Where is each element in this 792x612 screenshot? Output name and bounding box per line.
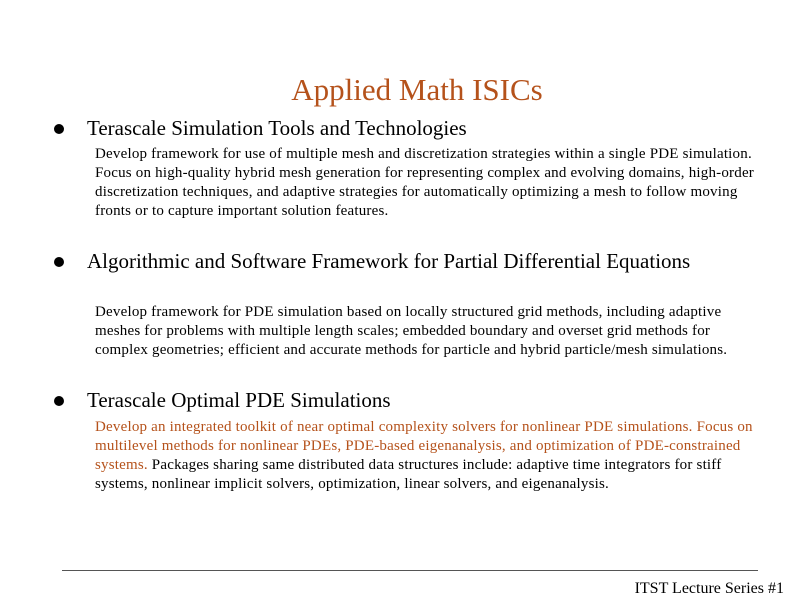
bullet-dot-icon [54, 257, 64, 267]
bullet-heading-3: Terascale Optimal PDE Simulations [87, 388, 391, 412]
slide-title: Applied Math ISICs [291, 72, 543, 107]
bullet-heading-2: Algorithmic and Software Framework for Partial Differential Equations [87, 249, 691, 273]
footer-divider [62, 570, 758, 571]
bullet-heading-1: Terascale Simulation Tools and Technologies [87, 116, 467, 140]
bullet-description-3 [95, 418, 755, 494]
bullet-description-1: Develop framework for use of multiple mesh and discretization strategies within a single PDE simulation. Focus on high-quality hybrid mesh generation for representing complex and evolving domains, high-order discretization techniques, and adaptive strategies for automatically optimizing a mesh to follow moving fronts or to capture important solution features. [95, 146, 755, 219]
bullet-description-2: Develop framework for PDE simulation based on locally structured grid methods, including adaptive meshes for problems with multiple length scales; embedded boundary and overset grid methods for complex geometries; efficient and accurate methods for particle and hybrid particle/mesh simulations. [95, 304, 728, 358]
bullet-description-3-highlight: Develop an integrated toolkit of near optimal complexity solvers for nonlinear PDE simulations. Focus on multilevel methods for nonlinear PDEs, PDE-based eigenanalysis, and optimization of PDE-constrained systems. [95, 419, 753, 473]
bullet-dot-icon [54, 124, 64, 134]
bullet-description-3-rest: Packages sharing same distributed data structures include: adaptive time integrators for stiff systems, nonlinear implicit solvers, optimization, linear solvers, and eigenanalysis. [95, 457, 722, 492]
footer-series-label: ITST Lecture Series #1 [634, 580, 784, 597]
bullet-dot-icon [54, 396, 64, 406]
